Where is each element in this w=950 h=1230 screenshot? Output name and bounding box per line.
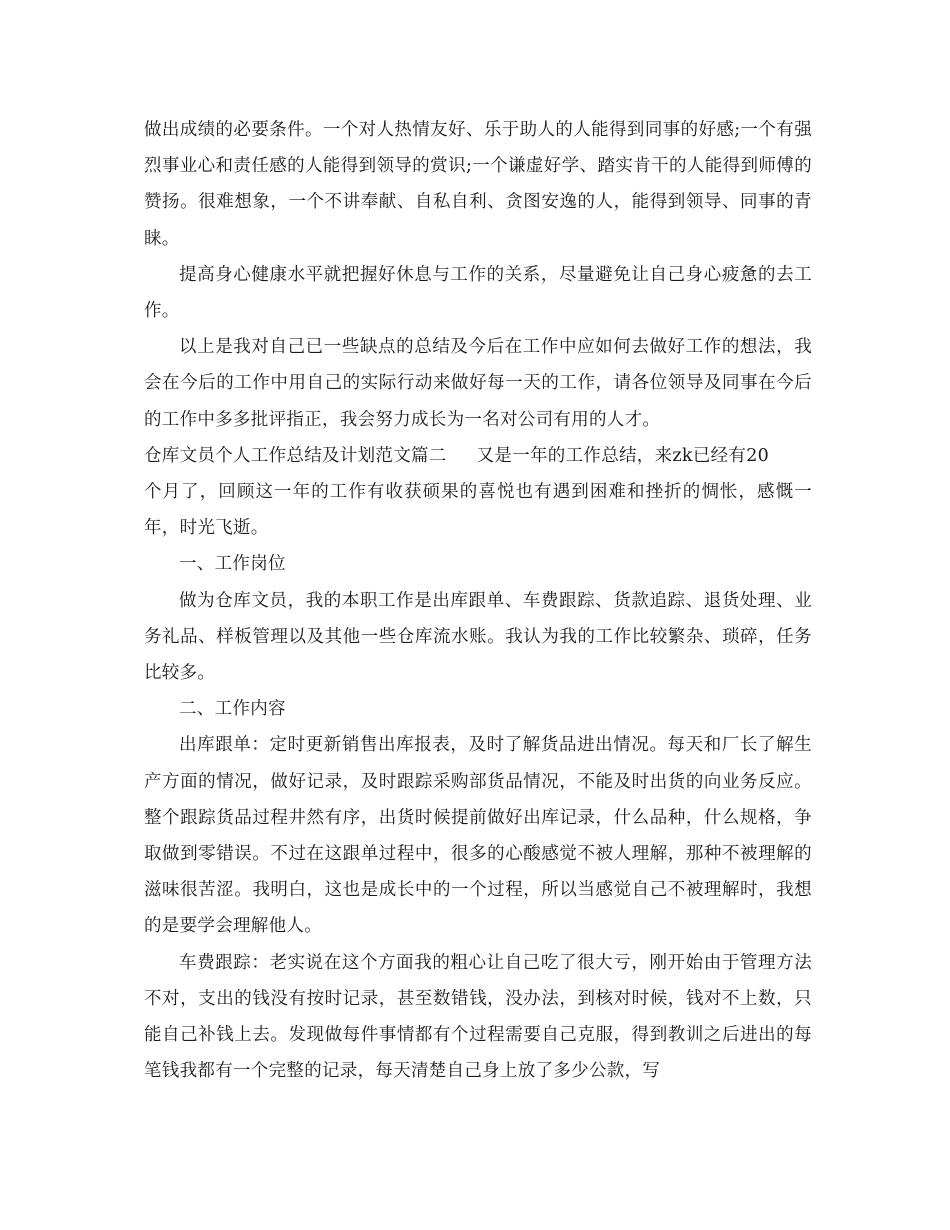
document-body xyxy=(144,112,812,1089)
paragraph-freight: 车费跟踪：老实说在这个方面我的粗心让自己吃了很大亏，刚开始由于管理方法不对，支出的钱没有按时记录，甚至数错钱，没办法，到核对时候，钱对不上数，只能自己补钱上去。发现做每件事情都有个过程需要自己克服，得到教训之后进出的每笔钱我都有一个完整的记录，每天清楚自己身上放了多少公款，写 xyxy=(144,952,812,1082)
paragraph-health: 提高身心健康水平就把握好休息与工作的关系，尽量避免让自己身心疲惫的去工作。 xyxy=(144,264,812,322)
section-intro-first: 又是一年的工作总结，来zk已经有20 xyxy=(476,445,770,466)
heading-job-position: 一、工作岗位 xyxy=(179,554,286,575)
section-title: 仓库文员个人工作总结及计划范文篇二 xyxy=(144,445,447,466)
section-intro-rest: 个月了，回顾这一年的工作有收获硕果的喜悦也有遇到困难和挫折的惆怅，感慨一年，时光飞逝。 xyxy=(144,482,812,539)
paragraph-continued: 做出成绩的必要条件。一个对人热情友好、乐于助人的人能得到同事的好感;一个有强烈事业心和责任感的人能得到领导的赏识;一个谦虚好学、踏实肯干的人能得到师傅的赞扬。很难想象，一个不讲奉献、自私自利、贪图安逸的人，能得到领导、同事的青睐。 xyxy=(144,120,812,249)
paragraph-outbound: 出库跟单：定时更新销售出库报表，及时了解货品进出情况。每天和厂长了解生产方面的情况，做好记录，及时跟踪采购部货品情况，不能及时出货的向业务反应。整个跟踪货品过程井然有序，出货时候提前做好出库记录，什么品种，什么规格，争取做到零错误。不过在这跟单过程中，很多的心酸感觉不被人理解，那种不被理解的滋味很苦涩。我明白，这也是成长中的一个过程，所以当感觉自己不被理解时，我想的是要学会理解他人。 xyxy=(144,735,812,937)
section-title-line xyxy=(144,438,812,474)
paragraph-conclusion: 以上是我对自己已一些缺点的总结及今后在工作中应如何去做好工作的想法，我会在今后的工作中用自己的实际行动来做好每一天的工作，请各位领导及同事在今后的工作中多多批评指正，我会努力成长为一名对公司有用的人才。 xyxy=(144,337,812,430)
paragraph-job: 做为仓库文员，我的本职工作是出库跟单、车费跟踪、货款追踪、退货处理、业务礼品、样板管理以及其他一些仓库流水账。我认为我的工作比较繁杂、琐碎，任务比较多。 xyxy=(144,590,812,684)
heading-work-content: 二、工作内容 xyxy=(179,699,286,720)
